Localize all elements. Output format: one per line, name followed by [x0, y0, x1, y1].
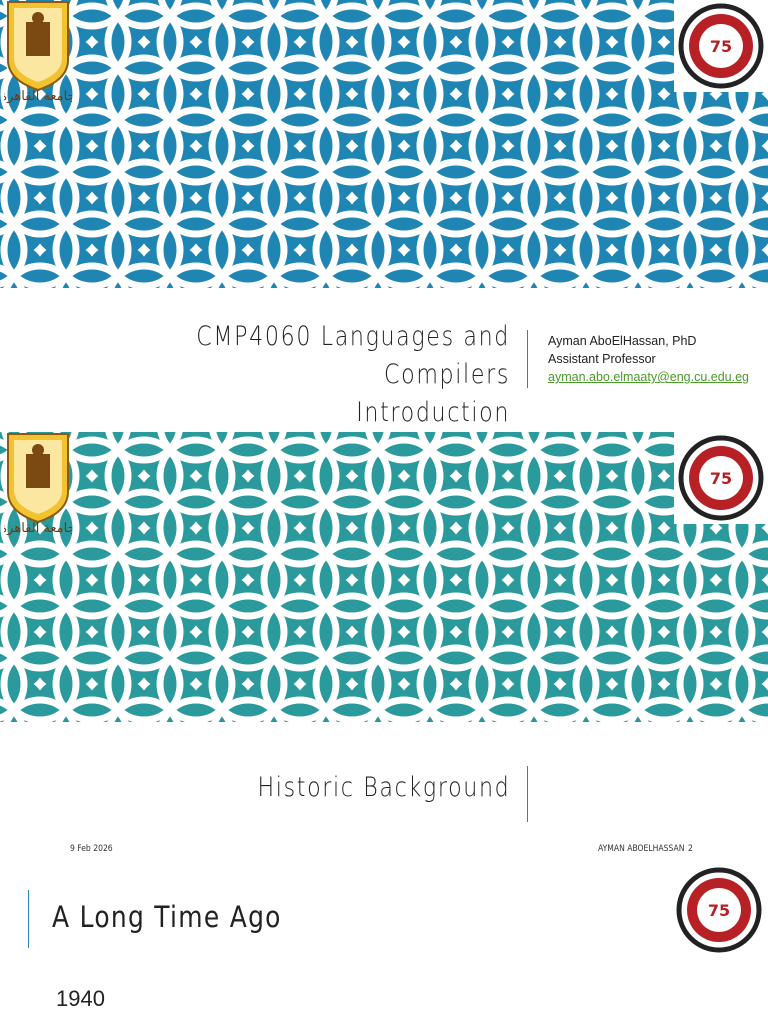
- svg-text:75: 75: [709, 37, 733, 56]
- faculty-of-engineering-logo: [674, 0, 768, 92]
- author-name: Ayman AboElHassan, PhD: [548, 334, 697, 348]
- title-line-2: Introduction: [356, 397, 510, 428]
- slide-3-body-line-1: 1940: [56, 986, 105, 1011]
- slide-3-accent-bar: [28, 890, 29, 948]
- slide-2-banner: [0, 432, 768, 722]
- title-line-1: CMP4060 Languages and Compilers: [196, 321, 510, 390]
- title-divider: [527, 766, 528, 822]
- slide-1-banner: [0, 0, 768, 288]
- slide-2: [0, 432, 768, 862]
- faculty-of-engineering-logo: [672, 864, 766, 956]
- author-block: [548, 332, 749, 386]
- author-role: Assistant Professor: [548, 352, 656, 366]
- cairo-university-logo: [4, 432, 72, 536]
- footer-author: AYMAN ABOELHASSAN: [598, 844, 685, 854]
- faculty-of-engineering-logo: [674, 432, 768, 524]
- svg-text:جامعة القاهرة: جامعة القاهرة: [4, 89, 72, 104]
- slide-1: [0, 0, 768, 428]
- slide-3-title: A Long Time Ago: [52, 900, 282, 934]
- title-divider: [527, 330, 528, 388]
- cairo-university-logo: [4, 0, 72, 104]
- svg-text:جامعة القاهرة: جامعة القاهرة: [4, 521, 72, 536]
- slide-2-title: Historic Background: [257, 772, 510, 803]
- slide-1-title: [92, 318, 510, 432]
- author-email-link[interactable]: ayman.abo.elmaaty@eng.cu.edu.eg: [548, 370, 750, 384]
- footer-date: 9 Feb 2026: [70, 844, 113, 854]
- footer-page-number: 2: [688, 844, 693, 854]
- svg-text:75: 75: [707, 901, 731, 920]
- svg-text:75: 75: [709, 469, 733, 488]
